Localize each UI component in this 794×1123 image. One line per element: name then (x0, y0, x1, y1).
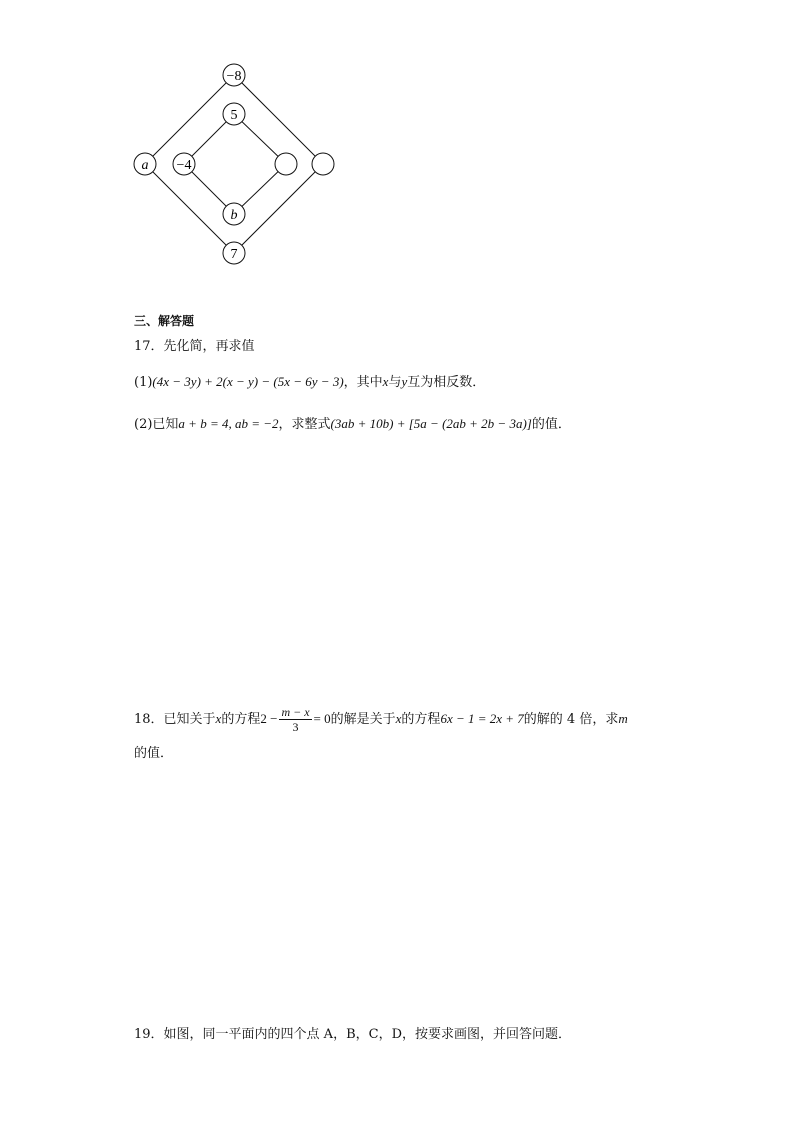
section-heading: 三、解答题 (134, 314, 195, 328)
q18-line2: 的值． (134, 746, 174, 761)
q17-part1-var-y: y (401, 374, 408, 389)
node-top-inner (223, 103, 245, 125)
q18-eq1-right: = 0 (313, 711, 331, 726)
node-bottom-inner-value: b (230, 208, 238, 223)
q18-fraction-denominator: 3 (292, 720, 299, 734)
q18-fraction-numerator: m − x (281, 705, 310, 719)
q17-part2 (134, 414, 571, 435)
outer-edge-top-right (234, 75, 323, 164)
q18-eq2-label: 的方程 (401, 712, 441, 727)
q17-part1 (134, 372, 485, 393)
q18-line1 (134, 702, 628, 737)
q18-eq1-left: 2 − (260, 711, 278, 726)
q18-var-x-2: x (395, 711, 402, 726)
node-top-outer-value: −8 (226, 69, 242, 84)
q18-eq1-label: 的方程 (221, 712, 261, 727)
node-right-inner (275, 153, 297, 175)
node-bottom-outer (223, 242, 245, 264)
q17-part1-mid: ，其中 (343, 375, 383, 390)
q17-title: 17．先化简，再求值 (134, 339, 255, 354)
q18-mid1: 的解是关于 (330, 712, 396, 727)
node-right-outer (312, 153, 334, 175)
q17-part2-condition: a + b = 4, ab = −2 (178, 416, 279, 431)
outer-edge-bottom-right (234, 164, 323, 253)
q18-var-x: x (215, 711, 222, 726)
node-left-outer-value: a (141, 158, 149, 173)
q18-lead: 18．已知关于 (134, 712, 216, 727)
q17-part2-tail: 的值． (531, 417, 571, 432)
q17-part2-expression: (3ab + 10b) + [5a − (2ab + 2b − 3a)] (330, 416, 532, 431)
node-bottom-inner (223, 203, 245, 225)
number-diamond-diagram (125, 58, 345, 268)
node-bottom-outer-value: 7 (230, 247, 238, 262)
node-left-outer (134, 153, 156, 175)
q17-part1-tail: 互为相反数． (407, 375, 486, 390)
q17-part1-expression: (4x − 3y) + 2(x − y) − (5x − 6y − 3) (152, 374, 344, 389)
q17-part2-label: (2)已知 (134, 417, 179, 432)
q17-part1-and: 与 (388, 375, 402, 390)
q18-fraction (279, 705, 311, 734)
node-top-outer (223, 64, 245, 86)
node-left-inner-value: −4 (176, 158, 192, 173)
q17-part1-var-x: x (382, 374, 389, 389)
q18-var-m: m (618, 711, 628, 726)
q19-text: 19．如图，同一平面内的四个点 A，B，C，D，按要求画图，并回答问题． (134, 1027, 571, 1042)
q17-part1-label: (1) (134, 375, 153, 390)
node-top-inner-value: 5 (230, 108, 238, 123)
q17-part2-mid: ，求整式 (278, 417, 331, 432)
node-left-inner (173, 153, 195, 175)
outer-edge-bottom-left (145, 164, 234, 253)
q18-mid2: 的解的 4 倍，求 (523, 712, 619, 727)
q18-eq2: 6x − 1 = 2x + 7 (440, 711, 524, 726)
outer-edge-top-left (145, 75, 234, 164)
